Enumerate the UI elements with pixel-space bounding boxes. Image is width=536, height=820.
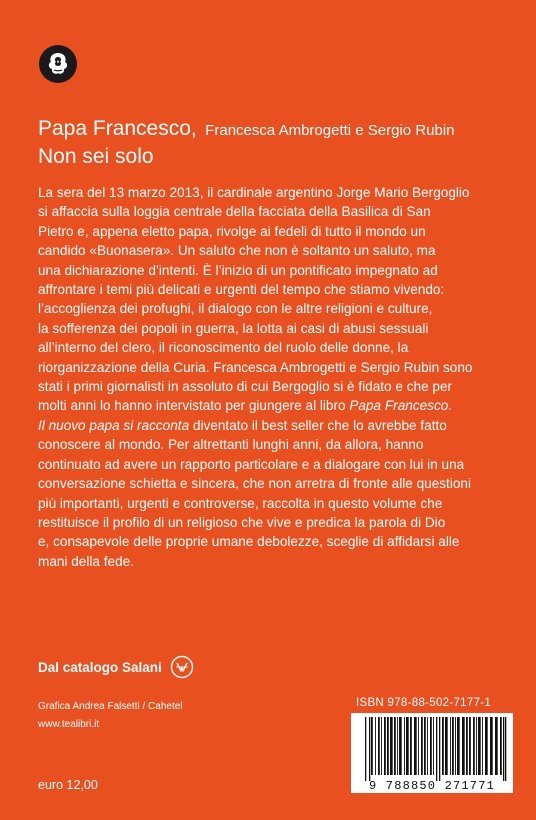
barcode-graphic: [351, 713, 513, 793]
blurb-line: [38, 416, 508, 435]
blurb-segment: più importanti, urgenti e controverse, raccolta in questo volume che: [38, 495, 443, 511]
barcode-bar: [436, 717, 437, 781]
blurb-line: [38, 222, 508, 241]
barcode-bar: [476, 717, 477, 775]
blurb-line: [38, 261, 508, 280]
isbn-label: ISBN 978-88-502-7177-1: [356, 697, 492, 709]
barcode-bar: [466, 717, 468, 775]
barcode-bar: [406, 717, 409, 775]
rose-logo-icon: [38, 44, 78, 84]
blurb-line: [38, 494, 508, 513]
blurb-line: [38, 280, 508, 299]
blurb-segment: mani della fede.: [38, 553, 134, 569]
barcode-bar: [414, 717, 417, 775]
barcode-bar: [439, 717, 440, 781]
book-title: Non sei solo: [38, 145, 154, 168]
barcode-bar: [421, 717, 423, 775]
barcode-bar: [455, 717, 456, 775]
barcode-bar: [399, 717, 402, 775]
blurb-segment: conoscere al mondo. Per altrettanti lunghi anni, da allora, hanno: [38, 437, 424, 453]
catalog-line: [38, 654, 194, 680]
barcode-bar: [452, 717, 454, 775]
barcode-bar: [478, 717, 481, 775]
barcode-bar: [482, 717, 483, 775]
barcode-bar: [397, 717, 398, 775]
blurb-line: [38, 358, 508, 377]
barcode-bar: [371, 717, 373, 775]
barcode-bar: [404, 717, 405, 775]
blurb-line: [38, 474, 508, 493]
barcode-bar: [384, 717, 386, 775]
price: euro 12,00: [38, 778, 98, 792]
blurb-line: [38, 552, 508, 571]
barcode-bar: [433, 717, 434, 775]
blurb-line: [38, 299, 508, 318]
barcode-bar: [390, 717, 393, 775]
barcode-bar: [375, 717, 376, 775]
blurb-line: [38, 435, 508, 454]
blurb-line: [38, 513, 508, 532]
barcode-bar: [418, 717, 419, 775]
blurb-segment: Pietro e, appena eletto papa, rivolge ai fedeli di tutto il mondo un: [38, 223, 426, 239]
barcode-bar: [430, 717, 432, 775]
co-authors: Francesca Ambrogetti e Sergio Rubin: [205, 122, 455, 139]
blurb-segment: una dichiarazione d’intenti. È l’inizio di un pontificato impegnato ad: [38, 262, 438, 278]
barcode-bar: [485, 717, 488, 775]
barcode-bar: [495, 717, 498, 775]
barcode-bar: [445, 717, 448, 775]
barcode-bar: [462, 717, 465, 775]
blurb-segment: all’interno del clero, il riconoscimento del ruolo delle donne, la: [38, 340, 409, 356]
blurb-segment: riorganizzazione della Curia. Francesca Ambrogetti e Sergio Rubin sono: [38, 359, 473, 375]
barcode-bar: [387, 717, 389, 775]
blurb-line: [38, 377, 508, 396]
barcode-bar: [500, 717, 502, 775]
blurb-segment: continuato ad avere un rapporto particolare e a dialogare con lui in una: [38, 456, 465, 472]
blurb-italic-title: Papa Francesco.: [349, 398, 453, 414]
blurb-line: [38, 396, 508, 415]
author-main: Papa Francesco,: [38, 117, 197, 140]
blurb-segment: candido «Buonasera». Un saluto che non è soltanto un saluto, ma: [38, 243, 436, 259]
barcode-bar: [457, 717, 460, 775]
blurb-segment: molti anni lo hanno intervistato per giungere al libro: [38, 398, 350, 414]
barcode-bar: [394, 717, 396, 775]
website-link[interactable]: www.tealibri.it: [38, 719, 100, 730]
blurb-segment: stati i primi giornalisti in assoluto di cui Bergoglio si è fidato e che per: [38, 379, 453, 395]
barcode-bar: [450, 717, 451, 775]
blurb-italic-title: Il nuovo papa si racconta: [38, 417, 190, 433]
barcode-bar: [469, 717, 471, 775]
barcode-bar: [365, 717, 366, 781]
barcode-bar: [490, 717, 493, 775]
blurb-segment: restituisce il profilo di un religioso che vive e predica la parola di Dio: [38, 514, 446, 530]
blurb-segment: affrontare i temi più delicati e urgenti del tempo che stiamo vivendo:: [38, 282, 445, 298]
blurb-line: [38, 338, 508, 357]
barcode: [351, 713, 513, 793]
barcode-bar: [369, 717, 370, 781]
blurb-text: [38, 183, 508, 571]
authors: [38, 117, 508, 143]
blurb-segment: e, consapevole delle proprie umane debolezze, sceglie di affidarsi alle: [38, 534, 460, 550]
blurb-segment: si affaccia sulla loggia centrale della facciata della Basilica di San: [38, 204, 431, 220]
barcode-bar: [442, 717, 444, 775]
blurb-segment: La sera del 13 marzo 2013, il cardinale argentino Jorge Mario Bergoglio: [38, 185, 470, 200]
barcode-digits: 9 788850 271771: [368, 779, 496, 793]
barcode-bar: [427, 717, 428, 775]
barcode-bar: [381, 717, 382, 775]
blurb-line: [38, 455, 508, 474]
blurb-line: [38, 202, 508, 221]
barcode-bar: [424, 717, 426, 775]
blurb-line: [38, 319, 508, 338]
barcode-bar: [378, 717, 380, 775]
design-credit: Grafica Andrea Falsetti / Cahetel: [38, 701, 183, 712]
blurb-segment: la sofferenza dei popoli in guerra, la lotta ai casi di abusi sessuali: [38, 320, 429, 336]
barcode-bar: [473, 717, 475, 775]
blurb-line: [38, 241, 508, 260]
blurb-segment: diventato il best seller che lo avrebbe fatto: [189, 417, 447, 433]
salani-logo-icon: [170, 655, 194, 679]
blurb-segment: l’accoglienza dei profughi, il dialogo con le altre religioni e culture,: [38, 301, 433, 317]
blurb-line: [38, 183, 508, 202]
blurb-segment: conversazione schietta e sincera, che non arretra di fronte alle questioni: [38, 476, 471, 492]
barcode-bar: [410, 717, 412, 775]
barcode-bar: [503, 717, 504, 781]
barcode-bar: [505, 717, 506, 781]
catalog-label: Dal catalogo Salani: [38, 659, 162, 675]
blurb-line: [38, 532, 508, 551]
